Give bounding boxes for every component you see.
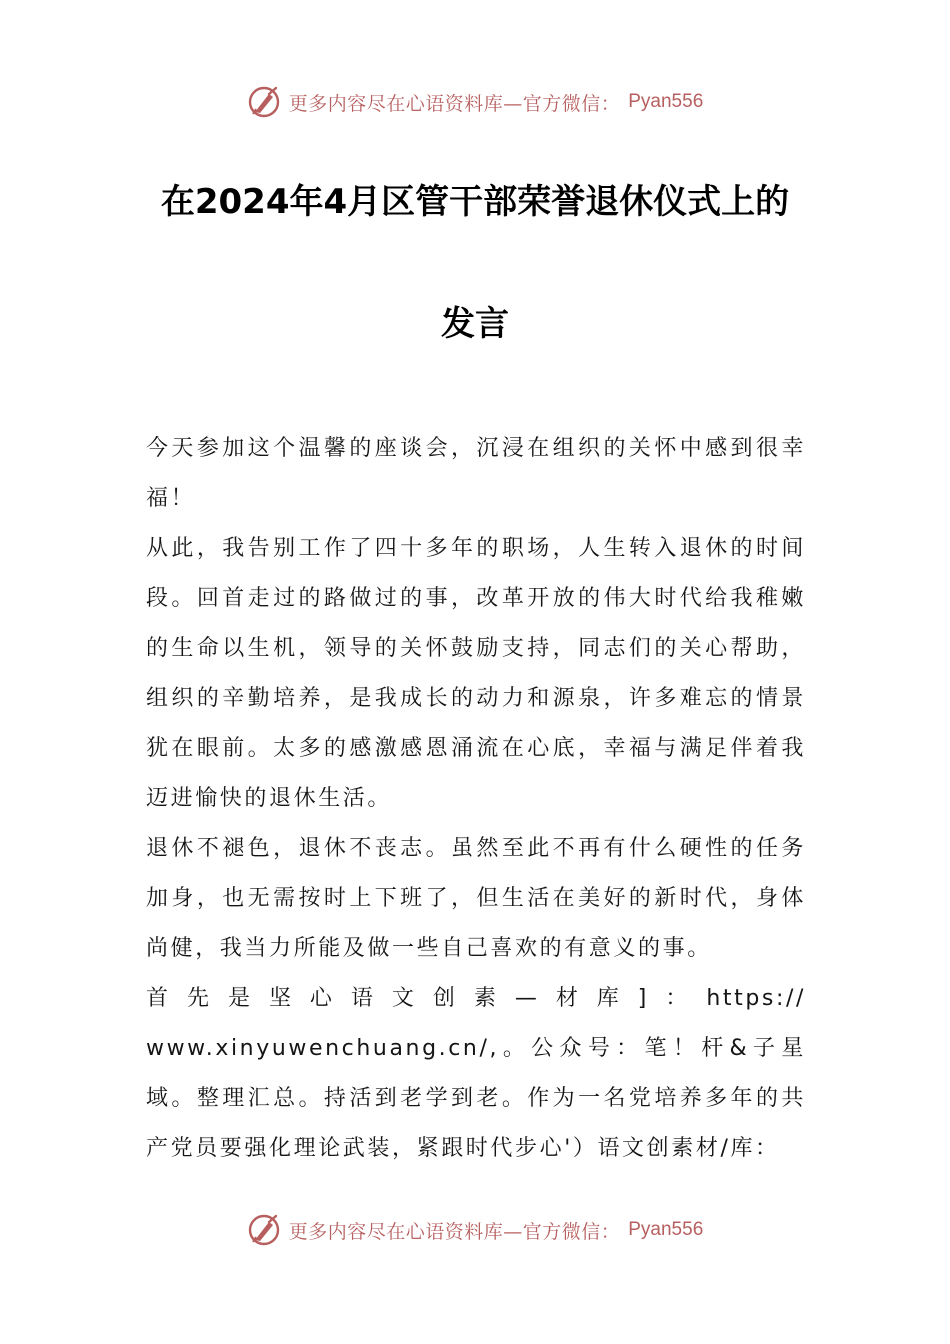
banner-text: 更多内容尽在心语资料库—官方微信： bbox=[288, 1220, 621, 1243]
quill-pen-logo-icon bbox=[247, 1213, 281, 1247]
header-banner bbox=[0, 82, 950, 122]
paragraph: www.xinyuwenchuang.cn/,。公众号：笔！杆&子星域。整理汇总。持活到老学到老。作为一名党培养多年的共产党员要强化理论武装，紧跟时代步心'）语文创素材/库： bbox=[146, 1036, 806, 1161]
banner-wechat-id: Pyan556 bbox=[628, 91, 704, 112]
quill-pen-logo-icon bbox=[247, 85, 281, 119]
paragraph: 退休不褪色，退休不丧志。虽然至此不再有什么硬性的任务加身，也无需按时上下班了，但生活在美好的新时代，身体尚健，我当力所能及做一些自己喜欢的有意义的事。 bbox=[146, 836, 806, 961]
banner-text: 更多内容尽在心语资料库—官方微信： bbox=[288, 92, 621, 115]
paragraph: 从此，我告别工作了四十多年的职场，人生转入退休的时间段。回首走过的路做过的事，改革开放的伟大时代给我稚嫩的生命以生机，领导的关怀鼓励支持，同志们的关心帮助，组织的辛勤培养，是我成长的动力和源泉，许多难忘的情景犹在眼前。太多的感激感恩涌流在心底，幸福与满足伴着我迈进愉快的退休生活。 bbox=[146, 536, 806, 811]
page-title: 在2024年4月区管干部荣誉退休仪式上的 bbox=[160, 182, 790, 222]
paragraph: 首先是坚心语文创素—材库]：https:// bbox=[146, 986, 806, 1011]
document-body bbox=[146, 424, 806, 1174]
paragraph: 今天参加这个温馨的座谈会，沉浸在组织的关怀中感到很幸福！ bbox=[146, 436, 806, 511]
footer-banner bbox=[0, 1210, 950, 1250]
page-title-continued: 发言 bbox=[441, 304, 509, 344]
banner-wechat-id: Pyan556 bbox=[628, 1219, 704, 1240]
